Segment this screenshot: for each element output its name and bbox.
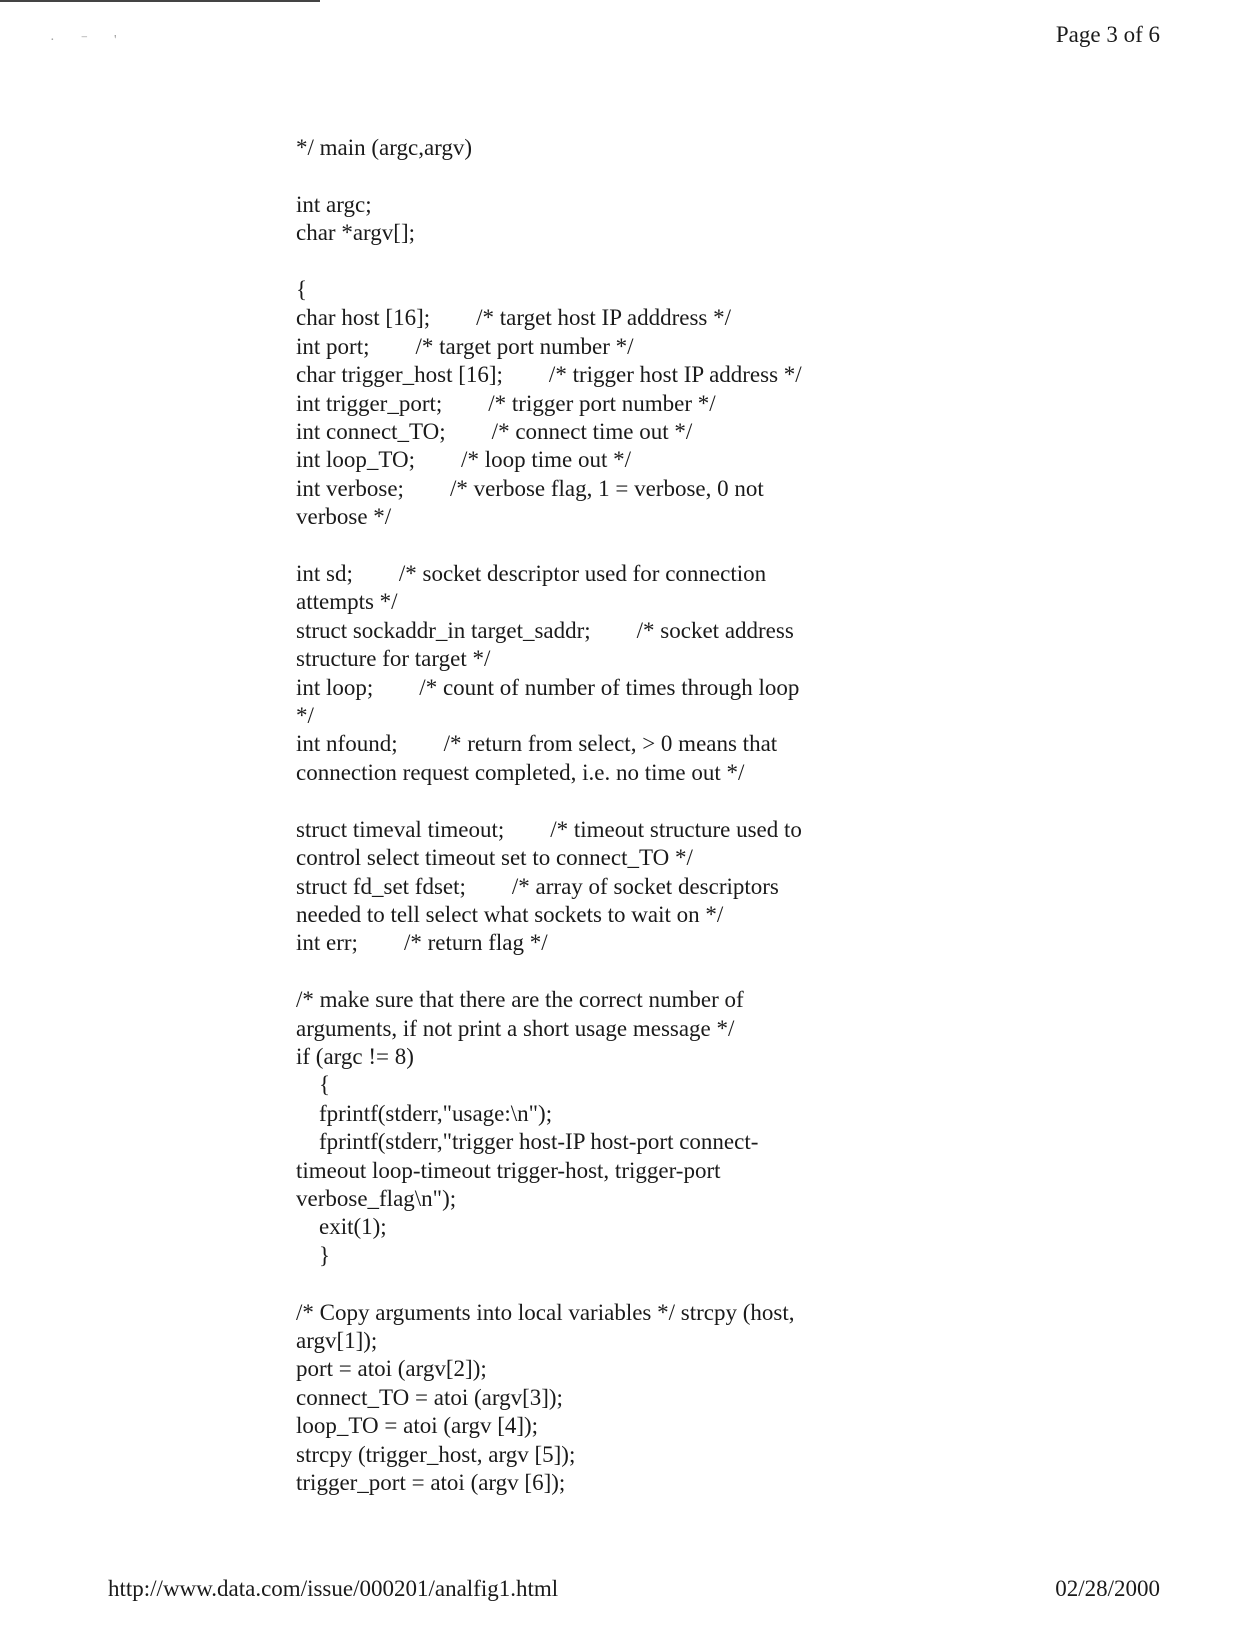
code-line: */: [296, 703, 314, 729]
blank-line: [296, 532, 856, 560]
code-line: timeout loop-timeout trigger-host, trigger-port: [296, 1157, 721, 1183]
code-line: int port; /* target port number */: [296, 333, 634, 359]
code-line: connection request completed, i.e. no time out */: [296, 759, 745, 785]
blank-line: [296, 787, 856, 815]
code-line: exit(1);: [296, 1214, 387, 1240]
code-line: char trigger_host [16]; /* trigger host IP address */: [296, 362, 802, 388]
code-line: loop_TO = atoi (argv [4]);: [296, 1413, 539, 1439]
code-line: /* Copy arguments into local variables */ strcpy (host,: [296, 1299, 795, 1325]
code-line: needed to tell select what sockets to wait on */: [296, 901, 724, 927]
code-line: fprintf(stderr,"usage:\n");: [296, 1100, 553, 1126]
code-line: int err; /* return flag */: [296, 930, 548, 956]
code-line: int trigger_port; /* trigger port number */: [296, 390, 716, 416]
code-line: connect_TO = atoi (argv[3]);: [296, 1384, 563, 1410]
code-line: int connect_TO; /* connect time out */: [296, 419, 693, 445]
code-line: trigger_port = atoi (argv [6]);: [296, 1470, 566, 1495]
footer-date: 02/28/2000: [1055, 1576, 1160, 1601]
scan-marks: ·⁻': [50, 33, 143, 48]
code-line: }: [296, 1242, 331, 1268]
code-line: int loop; /* count of number of times through loop: [296, 674, 800, 700]
code-line: struct sockaddr_in target_saddr; /* socket address: [296, 617, 794, 643]
code-line: struct timeval timeout; /* timeout structure used to: [296, 816, 802, 842]
code-line: control select timeout set to connect_TO */: [296, 845, 693, 871]
code-listing: [296, 134, 856, 1497]
code-line: arguments, if not print a short usage message */: [296, 1015, 735, 1041]
blank-line: [296, 248, 856, 276]
code-line: char *argv[];: [296, 220, 415, 246]
code-line: structure for target */: [296, 646, 491, 672]
code-line: {: [296, 1072, 331, 1098]
code-line: verbose */: [296, 504, 392, 530]
blank-line: [296, 162, 856, 190]
code-line: struct fd_set fdset; /* array of socket descriptors: [296, 873, 779, 899]
scan-edge-line: [0, 0, 320, 2]
code-line: int nfound; /* return from select, > 0 means that: [296, 731, 778, 757]
code-line: argv[1]);: [296, 1327, 378, 1353]
code-line: attempts */: [296, 589, 398, 615]
code-line: verbose_flag\n");: [296, 1185, 457, 1211]
blank-line: [296, 1270, 856, 1298]
code-line: int loop_TO; /* loop time out */: [296, 447, 631, 473]
code-line: int sd; /* socket descriptor used for connection: [296, 561, 767, 587]
code-line: char host [16]; /* target host IP adddress */: [296, 305, 732, 331]
blank-line: [296, 958, 856, 986]
code-line: int verbose; /* verbose flag, 1 = verbose, 0 not: [296, 475, 764, 501]
code-line: fprintf(stderr,"trigger host-IP host-port connect-: [296, 1129, 759, 1155]
footer-url: http://www.data.com/issue/000201/analfig1.html: [108, 1576, 559, 1601]
code-line: int argc;: [296, 191, 372, 217]
code-line: */ main (argc,argv): [296, 135, 473, 160]
code-line: port = atoi (argv[2]);: [296, 1356, 487, 1382]
page-number: Page 3 of 6: [1055, 22, 1160, 47]
code-line: /* make sure that there are the correct number of: [296, 987, 744, 1013]
code-line: {: [296, 277, 308, 302]
code-line: if (argc != 8): [296, 1043, 414, 1069]
code-line: strcpy (trigger_host, argv [5]);: [296, 1441, 576, 1467]
